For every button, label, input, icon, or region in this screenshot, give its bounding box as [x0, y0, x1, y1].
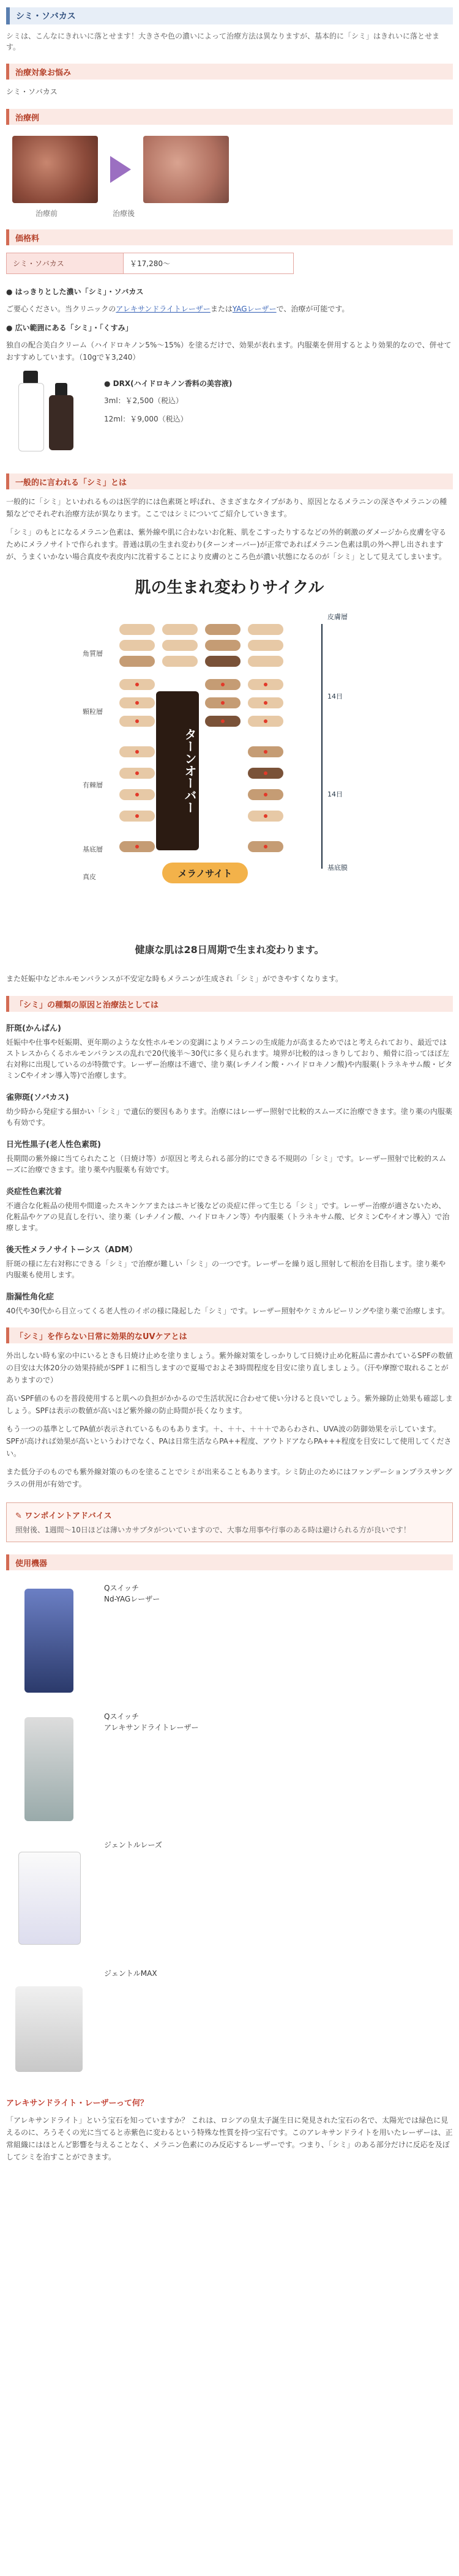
device-name: ジェントルレーズ [104, 1841, 162, 1849]
cell-layers [119, 624, 303, 881]
label-skin-surface: 皮膚層 [327, 613, 348, 621]
product-bottle-image [6, 371, 92, 462]
after-image [143, 136, 229, 203]
product-head: ● DRX(ハイドロキノン香料の美容液) [104, 379, 233, 388]
device-image-gentlemax [6, 1968, 92, 2084]
cause-text: 40代や30代から目立ってくる老人性のイボの様に隆起した「シミ」です。レーザー照射やケミカルピーリングや塗り薬で治療します。 [6, 1307, 449, 1315]
price-value: ￥17,280～ [124, 253, 294, 274]
product-info [104, 371, 232, 462]
cause-text: 妊娠中や仕事や妊娠期、更年期のような女性ホルモンの変調によりメラニンの生成能力が高まるためではと考えられており、最近ではストレスからくるホルモンバランスの乱れで20代後半～30代に多く見られます。境界が比較的はっきりしており、頬骨に沿ってほぼ左右対称に出現しているのが特徴です。レーザー治療は不適で、塗り薬(レチノイン酸・ハイドロキノン酸)や内服薬(トラネキサム酸・ビタミンCやイオン導入等)で治療します。 [6, 1038, 453, 1080]
causes-intro: また妊娠中などホルモンバランスが不安定な時もメラニンが生成され「シミ」ができやすくなります。 [6, 974, 343, 983]
device-name: Qスイッチ Nd-YAGレーザー [104, 1584, 160, 1603]
device-name: Qスイッチ アレキサンドライトレーザー [104, 1712, 199, 1732]
section-head-causes: 「シミ」の種類の原因と治療法としては [6, 996, 453, 1012]
device-image-gentlelase [6, 1839, 92, 1956]
device-item [6, 1583, 453, 1699]
before-image [12, 136, 98, 203]
cause-text: 長期間の紫外線に当てられたこと（日焼け等）が原因と考えられる部分的にできる不規則の「シミ」です。レーザー照射で比較的スムーズに治療できます。塗り薬や内服薬も有効です。 [6, 1154, 447, 1174]
advice-box [6, 1502, 453, 1542]
label-spinous: 有棘層 [83, 781, 103, 789]
section-head-target: 治療対象お悩み [6, 64, 453, 80]
bullet2-head: ● 広い範囲にある「シミ」・「くすみ」 [6, 324, 133, 332]
product-price1: 3ml：￥2,500（税込） [104, 396, 184, 405]
section-head-general: 一般的に言われる「シミ」とは [6, 473, 453, 489]
before-after-labels [35, 208, 453, 218]
device-item [6, 1711, 453, 1827]
before-after-images [12, 136, 453, 203]
intro-text: シミは、こんなにきれいに落とせます！大きさや色の濃いによって治療方法は異なりますが、基本的に「シミ」はきれいに落とせます。 [6, 32, 440, 51]
cause-title: 日光性黒子(老人性色素斑) [6, 1140, 101, 1149]
section-head-price: 価格料 [6, 229, 453, 245]
arrow-right-icon [110, 156, 131, 183]
timeline-line [321, 624, 323, 869]
alex-head: アレキサンドライト・レーザーって何？ [6, 2099, 148, 2108]
label-corneum: 角質層 [83, 650, 103, 658]
cause-text: 肝斑の様に左右対称にできる「シミ」で治療が難しい「シミ」の一つです。レーザーを繰り返し照射して根治を目指します。塗り薬や内服薬も使用します。 [6, 1260, 446, 1279]
skin-cycle-diagram [70, 575, 389, 967]
causes-list [6, 1022, 453, 1316]
section-head-devices: 使用機器 [6, 1554, 453, 1570]
uv-p1: 外出しない時も家の中にいるときも日焼け止めを塗りましょう。紫外線対策をしっかりして日焼け止め化粧品に書かれているSPFの数値の目安は大体20分の効果持続がSPF１に相当しますので夏場でおよそ3時間程度を目安に塗り直しましょう。（汗や摩擦で取れることがありますので） [6, 1351, 453, 1384]
cause-text: 幼少時から発症する細かい「シミ」で遺伝的要因もあります。治療にはレーザー照射で比較的スムーズに治療できます。塗り薬の内服薬も有効です。 [6, 1107, 452, 1127]
cause-title: 後天性メラノサイトーシス（ADM） [6, 1245, 137, 1255]
label-basement: 基底膜 [327, 864, 348, 872]
bullet2-text: 独自の配合美白クリーム（ハイドロキノン5%～15%）を塗るだけで、効果が表れます。内服薬を併用するとより効果的なので、併せておすすめしています。（10gで￥3,240） [6, 341, 452, 362]
device-image-alex [6, 1711, 92, 1827]
price-table [6, 253, 294, 274]
uv-p2: 高いSPF値のものを普段使用すると肌への負担がかかるので生活状況に合わせて使い分けると良いでしょう。紫外線防止効果も確認しましょう。SPFは表示の数値が高いほど紫外線の防止時間が長くなります。 [6, 1394, 453, 1415]
product-price2: 12ml：￥9,000（税込） [104, 415, 188, 423]
before-label: 治療前 [35, 209, 58, 218]
page [6, 7, 453, 2163]
alex-body: 「アレキサンドライト」という宝石を知っていますか？ これは、ロシアの皇太子誕生日に発見された宝石の名で、太陽光では緑色に見えるのに、ろうそくの光に当てると赤紫色に変わるという特殊な性質を持つ宝石です。このアレキサンドライトを用いたレーザーは、正常組織にはほとんど影響を与えることなく、メラニン色素にのみ反応するレーザーです。つまり、「シミ」のある部分だけに反応を及ぼしてシミを治すことができます。 [6, 2116, 453, 2161]
label-granular: 顆粒層 [83, 708, 103, 716]
point-icon: ✎ [15, 1512, 25, 1521]
days-label-2: 14日 [327, 790, 343, 798]
device-item [6, 1968, 453, 2084]
price-label: シミ・ソバカス [7, 253, 124, 274]
device-image-yag [6, 1583, 92, 1699]
days-label-1: 14日 [327, 692, 343, 700]
cause-title: 炎症性色素沈着 [6, 1187, 62, 1197]
advice-body: 照射後、1週間～10日ほどは薄いカサブタがついていますので、大事な用事や行事のある時は避けられる方が良いです！ [15, 1526, 411, 1534]
bullet1-head: ● はっきりとした濃い「シミ」・ソバカス [6, 288, 144, 296]
table-row [7, 253, 294, 274]
yag-laser-link[interactable]: YAGレーザー [232, 305, 277, 313]
cause-title: 脂漏性角化症 [6, 1293, 54, 1302]
general-p1: 一般的に「シミ」といわれるものは医学的には色素斑と呼ばれ、さまざまなタイプがあり、原因となるメラニンの深さやメラニンの種類などでそれぞれ治療方法が異なります。ここではシミについてご紹介していきます。 [6, 497, 447, 518]
label-dermis: 真皮 [83, 873, 96, 881]
device-name: ジェントルMAX [104, 1969, 157, 1978]
bullet1-text: ご要心ください。当クリニックのアレキサンドライトレーザーまたはYAGレーザーで、治療が可能です。 [6, 305, 349, 313]
section-head-uv: 「シミ」を作らない日常に効果的なUVケアとは [6, 1327, 453, 1343]
uv-p4: また低分子のものでも紫外線対策のものを塗ることでシミが出来ることもあります。シミ防止のためにはファンデーションプラスサングラスの併用が有効です。 [6, 1468, 452, 1488]
advice-head: ✎ ワンポイントアドバイス [15, 1512, 112, 1521]
cycle-caption: 健康な肌は28日周期で生まれ変わります。 [135, 944, 324, 956]
label-basal: 基底層 [83, 845, 103, 853]
uv-p3: もう一つの基準としてPA値が表示されているものもあります。＋、＋＋、＋＋＋であらわされ、UVA波の防御効果を示しています。SPFが高ければ効果が高いというわけでなく、PAは日常生活ならPA++程度、アウトドアならPA+++程度を目安にして使用してください。 [6, 1425, 452, 1458]
section-head-cases: 治療例 [6, 109, 453, 125]
product-row [6, 371, 453, 462]
cause-title: 雀卵斑(ソバカス) [6, 1093, 69, 1102]
target-body: シミ・ソバカス [6, 87, 58, 96]
turnover-label: ターンオーバー [156, 691, 199, 850]
cause-text: 不適合な化粧品の使用や間違ったスキンケアまたはニキビ後などの炎症に伴って生じる「シミ」です。レーザー治療が適さないため、化粧品やケアの見直しを行い、塗り薬（レチノイン酸、ハイドロキノン等）や内服薬（トラネキサム酸、ビタミンCやイオン導入）で治療します。 [6, 1201, 450, 1232]
after-label: 治療後 [113, 209, 135, 218]
melanocyte-label: メラノサイト [162, 863, 248, 883]
alexandrite-laser-link[interactable]: アレキサンドライトレーザー [116, 305, 211, 313]
general-p2: 「シミ」のもとになるメラニン色素は、紫外線や肌に合わないお化粧、肌をこすったりするなどの外的刺激のダメージから皮膚を守るためにメラノサイトで作られます。普通は肌の生まれ変わり(ターンオーバー)が正常であればメラニン色素は肌の外へ押し出されますが、うまくいかない場合真皮や表皮内に沈着することにより皮膚のところ色が濃い状態になるのが「シミ」として見えてしまいます。 [6, 528, 447, 561]
device-item [6, 1839, 453, 1956]
cycle-title: 肌の生まれ変わりサイクル [135, 579, 324, 597]
page-title: シミ・ソバカス [6, 7, 453, 24]
cause-title: 肝斑(かんぱん) [6, 1024, 61, 1033]
